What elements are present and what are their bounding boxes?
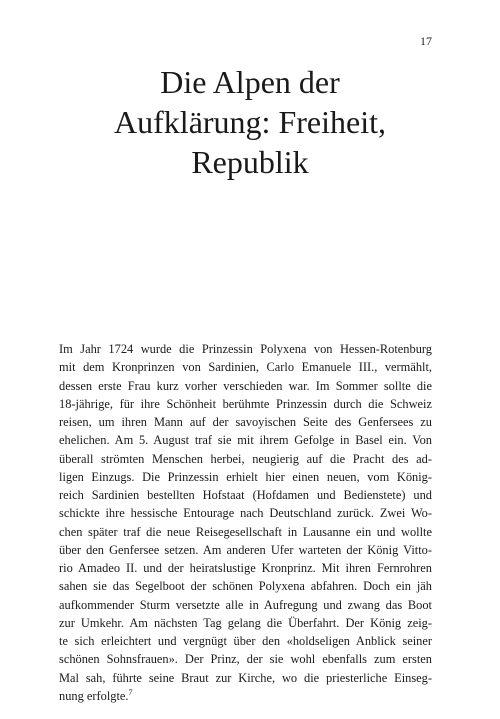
- text-line: schickte ihre hessische Entourage nach Deutschland zurück. Zwei Wo-: [59, 506, 432, 521]
- text-line: rio Amadeo II. und der heiratslustige Kronprinz. Mit ihren Fernrohren: [59, 561, 432, 575]
- text-line: mit dem Kronprinzen von Sardinien, Carlo Emanuele III., vermählt,: [59, 360, 432, 375]
- text-line: reisen, um ihren Mann auf der savoyischen Seite des Genfersees zu: [59, 415, 432, 429]
- chapter-title-line: Die Alpen der: [160, 64, 340, 100]
- text-line: sahen sie das Segelboot der schönen Polyxena abfahren. Doch ein jäh: [59, 579, 432, 594]
- text-line: Im Jahr 1724 wurde die Prinzessin Polyxena von Hessen-Rotenburg: [59, 342, 432, 356]
- text-line: ligen Einzugs. Die Prinzessin erhielt hier einen neuen, vom König-: [59, 469, 432, 484]
- text-line: über den Genfersee setzen. Am anderen Ufer warteten der König Vitto-: [59, 542, 432, 557]
- page-number: 17: [420, 34, 432, 48]
- chapter-title: [40, 62, 460, 182]
- chapter-title-line: Aufklärung: Freiheit,: [114, 104, 386, 140]
- text-line: 18-jährige, für ihre Schönheit berühmte Prinzessin durch die Schweiz: [59, 396, 432, 411]
- text-line: zur Umkehr. Am nächsten Tag gelang die Überfahrt. Der König zeig-: [59, 615, 432, 630]
- text-line: ehelichen. Am 5. August traf sie mit ihrem Gefolge in Basel ein. Von: [59, 433, 432, 448]
- text-line: überall strömten Menschen herbei, neugierig auf die Pracht des ad-: [59, 451, 432, 466]
- text-line-last: [59, 687, 432, 705]
- chapter-title-line: Republik: [191, 144, 309, 180]
- text-line: dessen erste Frau kurz vorher verschieden war. Im Sommer sollte die: [59, 378, 432, 393]
- body-paragraph: [59, 340, 432, 705]
- text-line: Mal sah, führte seine Braut zur Kirche, wo die priesterliche Einseg-: [59, 670, 432, 685]
- text-line: chen später traf die neue Reisegesellschaft in Lausanne ein und wollte: [59, 524, 432, 539]
- text-line: te sich erleichtert und vergnügt über den «holdseligen Anblick seiner: [59, 634, 432, 648]
- text-line: schönen Sohnsfrauen». Der Prinz, der sie wohl ebenfalls zum ersten: [59, 652, 432, 667]
- text-line: reich Sardinien bestellten Hofstaat (Hofdamen und Bedienstete) und: [59, 488, 432, 502]
- text-line-last-content: nung erfolgte.: [59, 688, 129, 703]
- footnote-marker[interactable]: 7: [128, 687, 133, 697]
- text-line: aufkommender Sturm versetzte alle in Aufregung und zwang das Boot: [59, 597, 432, 612]
